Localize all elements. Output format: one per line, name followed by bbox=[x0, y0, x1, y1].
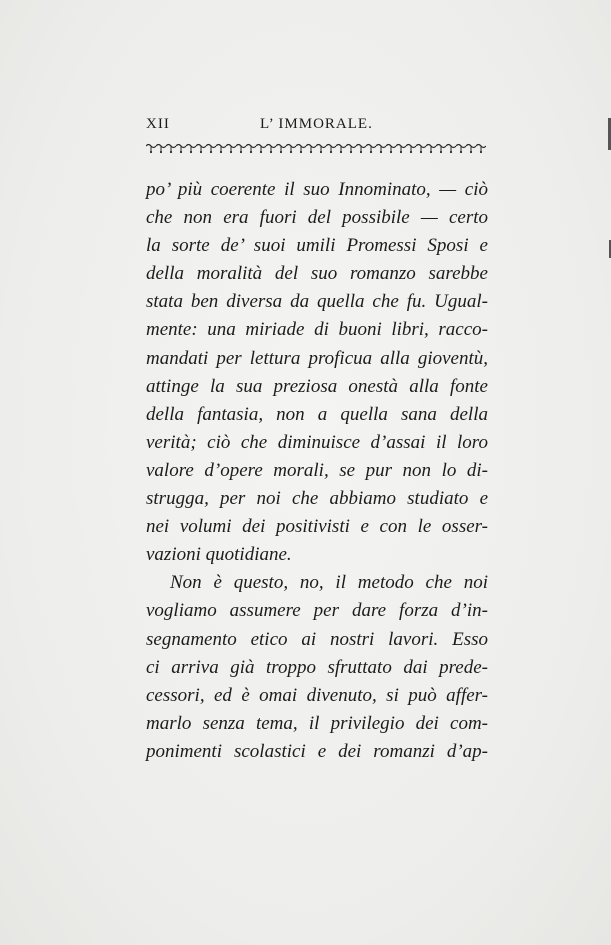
text-line: strugga, per noi che abbiamo studiato e bbox=[146, 488, 488, 510]
decorative-border bbox=[146, 142, 486, 156]
text-line: mente: una miriade di buoni libri, racco- bbox=[146, 319, 488, 341]
text-line: valore d’opere morali, se pur non lo di- bbox=[146, 459, 488, 481]
text-line: po’ più coerente il suo Innominato, — ciò bbox=[146, 179, 488, 200]
text-line: marlo senza tema, il privilegio dei com- bbox=[146, 712, 488, 734]
body-text bbox=[146, 176, 488, 766]
text-line: attinge la sua preziosa onestà alla fonte bbox=[146, 375, 488, 397]
page-number: XII bbox=[146, 116, 170, 132]
text-line: cessori, ed è omai divenuto, si può affer- bbox=[146, 684, 488, 706]
running-title: L’ IMMORALE. bbox=[260, 116, 373, 132]
text-line: nei volumi dei positivisti e con le osser- bbox=[146, 516, 488, 538]
text-line: verità; ciò che diminuisce d’assai il loro bbox=[146, 431, 488, 453]
text-line: Non è questo, no, il metodo che noi bbox=[170, 572, 488, 594]
page-header bbox=[146, 116, 486, 138]
text-line: che non era fuori del possibile — certo bbox=[146, 207, 488, 229]
text-line: vogliamo assumere per dare forza d’in- bbox=[146, 600, 488, 622]
text-line: mandati per lettura proficua alla gioventù, bbox=[146, 347, 488, 369]
text-line: stata ben diversa da quella che fu. Ugual- bbox=[146, 291, 488, 313]
text-line: segnamento etico ai nostri lavori. Esso bbox=[146, 628, 488, 650]
text-line: vazioni quotidiane. bbox=[146, 544, 292, 566]
text-line: ci arriva già troppo sfruttato dai prede- bbox=[146, 656, 488, 678]
text-line: la sorte de’ suoi umili Promessi Sposi e bbox=[146, 235, 488, 257]
text-line: ponimenti scolastici e dei romanzi d’ap- bbox=[146, 740, 488, 762]
text-line: della fantasia, non a quella sana della bbox=[146, 403, 488, 425]
text-line: della moralità del suo romanzo sarebbe bbox=[146, 263, 488, 285]
